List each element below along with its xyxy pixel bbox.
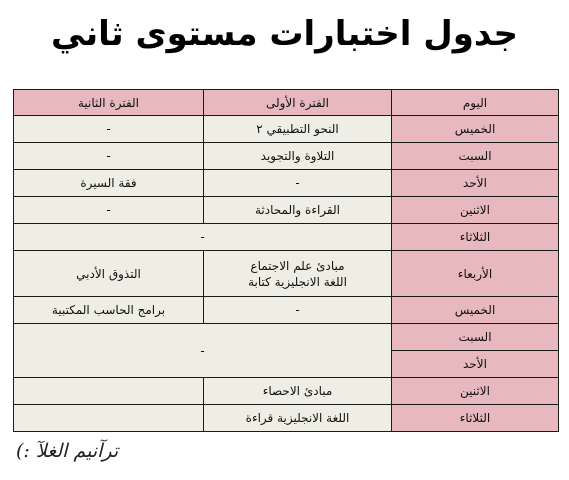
table-row [14, 197, 559, 224]
period-1-line-1: مبادئ علم الاجتماع [250, 258, 345, 273]
day-cell: الاثنين [392, 197, 559, 224]
day-cell: السبت [392, 143, 559, 170]
exam-schedule-table [13, 89, 559, 432]
header-period-1: الفترة الأولى [204, 90, 392, 116]
period-1-cell: النحو التطبيقي ٢ [204, 116, 392, 143]
day-cell: الاثنين [392, 378, 559, 405]
period-2-cell [14, 378, 204, 405]
table-header-row [14, 90, 559, 116]
period-1-cell: التلاوة والتجويد [204, 143, 392, 170]
period-1-cell: القراءة والمحادثة [204, 197, 392, 224]
table-row [14, 378, 559, 405]
period-1-line-2: اللغة الانجليزية كتابة [248, 274, 347, 289]
period-2-cell: التذوق الأدبي [14, 251, 204, 297]
period-2-cell: - [14, 143, 204, 170]
table-row [14, 251, 559, 297]
merged-periods-cell: - [14, 324, 392, 378]
table-row [14, 224, 559, 251]
table-row [14, 405, 559, 432]
day-cell: الثلاثاء [392, 405, 559, 432]
day-cell: الخميس [392, 297, 559, 324]
period-1-cell: اللغة الانجليزية قراءة [204, 405, 392, 432]
period-2-cell: فقة السيرة [14, 170, 204, 197]
day-cell: الأحد [392, 170, 559, 197]
table-row [14, 170, 559, 197]
merged-periods-cell: - [14, 224, 392, 251]
table-row [14, 324, 559, 351]
period-1-cell: - [204, 170, 392, 197]
header-period-2: الفترة الثانية [14, 90, 204, 116]
table-row [14, 116, 559, 143]
day-cell: الأحد [392, 351, 559, 378]
period-2-cell: - [14, 197, 204, 224]
page-title: جدول اختبارات مستوى ثاني [50, 14, 519, 54]
header-day: اليوم [392, 90, 559, 116]
period-2-cell [14, 405, 204, 432]
day-cell: الثلاثاء [392, 224, 559, 251]
day-cell: الخميس [392, 116, 559, 143]
period-2-cell: برامج الحاسب المكتبية [14, 297, 204, 324]
period-1-cell [204, 251, 392, 297]
period-2-cell: - [14, 116, 204, 143]
author-signature: ترآنيم الغلآ :) [16, 440, 119, 462]
table-row [14, 143, 559, 170]
day-cell: الأربعاء [392, 251, 559, 297]
period-1-cell: - [204, 297, 392, 324]
period-1-cell: مبادئ الاحصاء [204, 378, 392, 405]
table-row [14, 297, 559, 324]
day-cell: السبت [392, 324, 559, 351]
